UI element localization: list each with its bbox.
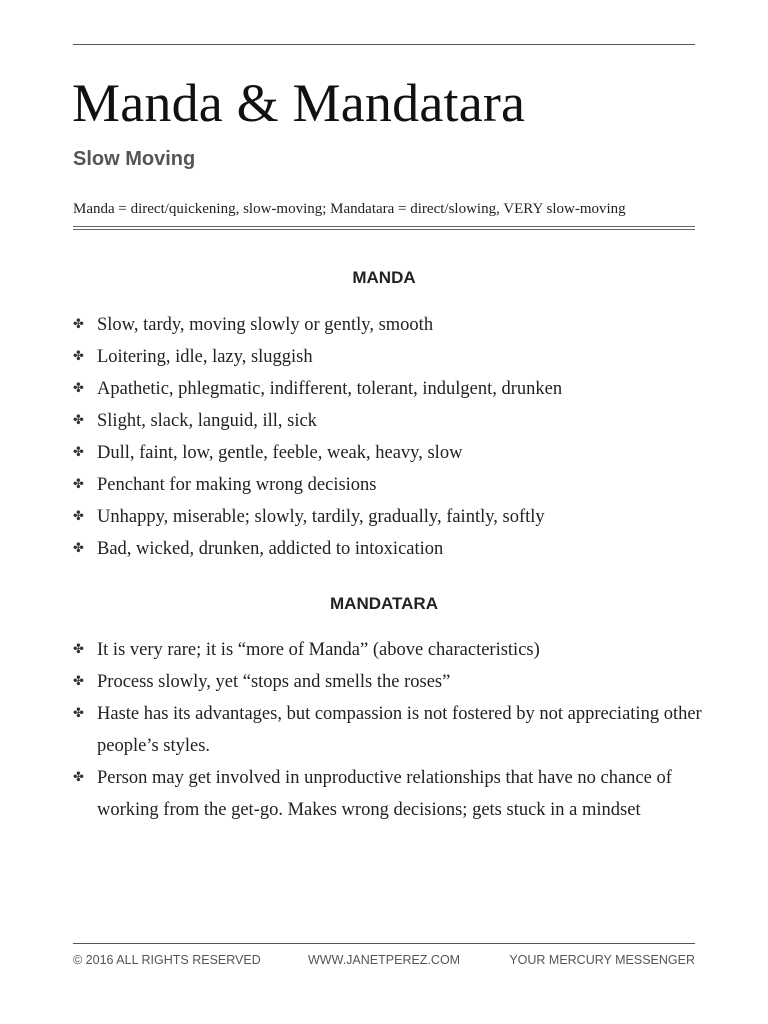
list-item-text: Person may get involved in unproductive relationships that have no chance of working from the get-go. Makes wrong decisions; gets stuck in a mindset	[97, 768, 672, 820]
list-item-text: Loitering, idle, lazy, sluggish	[97, 347, 313, 367]
bullet-icon: ✤	[73, 413, 84, 428]
list-item	[73, 405, 703, 437]
mandatara-list	[73, 634, 703, 826]
list-item-text: Unhappy, miserable; slowly, tardily, gradually, faintly, softly	[97, 507, 545, 527]
list-item	[73, 373, 703, 405]
bullet-icon: ✤	[73, 509, 84, 524]
double-rule	[73, 226, 695, 230]
list-item-text: Haste has its advantages, but compassion is not fostered by not appreciating other people’s styles.	[97, 704, 702, 756]
bullet-icon: ✤	[73, 445, 84, 460]
top-rule	[73, 44, 695, 45]
list-item	[73, 341, 703, 373]
footer-copyright: © 2016 ALL RIGHTS RESERVED	[73, 953, 261, 967]
bullet-icon: ✤	[73, 706, 84, 721]
list-item	[73, 437, 703, 469]
footer-series: YOUR MERCURY MESSENGER	[509, 953, 695, 967]
page-subtitle: Slow Moving	[73, 148, 196, 170]
bullet-icon: ✤	[73, 381, 84, 396]
bullet-icon: ✤	[73, 477, 84, 492]
list-item-text: Dull, faint, low, gentle, feeble, weak, heavy, slow	[97, 443, 463, 463]
list-item	[73, 501, 703, 533]
bullet-icon: ✤	[73, 770, 84, 785]
list-item-text: Apathetic, phlegmatic, indifferent, tolerant, indulgent, drunken	[97, 379, 563, 399]
bullet-icon: ✤	[73, 674, 84, 689]
bullet-icon: ✤	[73, 642, 84, 657]
list-item	[73, 533, 703, 565]
manda-list	[73, 309, 703, 565]
list-item	[73, 309, 703, 341]
footer-website-link[interactable]: WWW.JANETPEREZ.COM	[308, 953, 461, 967]
list-item-text: Slow, tardy, moving slowly or gently, smooth	[97, 315, 434, 335]
list-item-text: Penchant for making wrong decisions	[97, 475, 377, 495]
list-item-text: Slight, slack, languid, ill, sick	[97, 411, 317, 431]
section-heading-manda: MANDA	[352, 268, 416, 287]
list-item-text: Bad, wicked, drunken, addicted to intoxication	[97, 539, 444, 559]
list-item	[73, 666, 703, 698]
section-heading-mandatara: MANDATARA	[330, 594, 438, 613]
bullet-icon: ✤	[73, 541, 84, 556]
bullet-icon: ✤	[73, 317, 84, 332]
page-title: Manda & Mandatara	[72, 73, 526, 133]
bullet-icon: ✤	[73, 349, 84, 364]
list-item	[73, 762, 703, 826]
list-item-text: Process slowly, yet “stops and smells the roses”	[97, 672, 451, 692]
list-item	[73, 469, 703, 501]
list-item	[73, 698, 703, 762]
list-item	[73, 634, 703, 666]
definition-line: Manda = direct/quickening, slow-moving; Mandatara = direct/slowing, VERY slow-moving	[73, 201, 626, 217]
list-item-text: It is very rare; it is “more of Manda” (above characteristics)	[97, 640, 540, 660]
footer-rule	[73, 943, 695, 944]
